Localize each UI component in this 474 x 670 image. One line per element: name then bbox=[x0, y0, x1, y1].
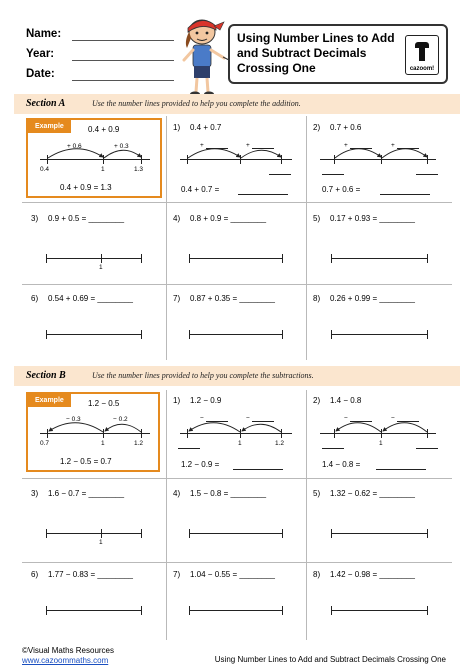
a-q6-number: 6) bbox=[31, 294, 39, 303]
example-b-question: 1.2 − 0.5 bbox=[88, 399, 120, 408]
a-q6-question: 0.54 + 0.69 = ________ bbox=[48, 294, 133, 303]
b-q2-answer-label: 1.4 − 0.8 = bbox=[322, 460, 361, 469]
b-q4-question: 1.5 − 0.8 = ________ bbox=[190, 489, 267, 498]
a-q7-number: 7) bbox=[173, 294, 181, 303]
a-q1-step2-label: + bbox=[246, 142, 250, 149]
b-q3-tick-label: 1 bbox=[99, 539, 103, 546]
section-a-instruction: Use the number lines provided to help you complete the addition. bbox=[92, 99, 301, 108]
section-a-title: Section A bbox=[26, 98, 66, 109]
b-q7-question: 1.04 − 0.55 = ________ bbox=[190, 570, 275, 579]
arc bbox=[336, 423, 381, 432]
worksheet-title: Using Number Lines to Add and Subtract Decimals Crossing One bbox=[237, 31, 395, 75]
arc bbox=[105, 424, 141, 432]
b-q3-question: 1.6 − 0.7 = ________ bbox=[48, 489, 125, 498]
example-a-step2: + 0.3 bbox=[114, 143, 129, 150]
arc bbox=[188, 149, 240, 158]
example-b-label-end: 1.2 bbox=[134, 440, 144, 447]
a-q1-question: 0.4 + 0.7 bbox=[190, 123, 222, 132]
arc bbox=[104, 150, 141, 158]
b-q1-question: 1.2 − 0.9 bbox=[190, 396, 222, 405]
b-q8-number: 8) bbox=[313, 570, 321, 579]
example-a-label-mid: 1 bbox=[101, 166, 105, 173]
a-q3-question: 0.9 + 0.5 = ________ bbox=[48, 214, 125, 223]
example-b-step2: − 0.2 bbox=[113, 416, 128, 423]
a-q2-answer-label: 0.7 + 0.6 = bbox=[322, 185, 361, 194]
footer-website-link[interactable]: www.cazoommaths.com bbox=[22, 656, 109, 665]
b-q7-number: 7) bbox=[173, 570, 181, 579]
b-q8-question: 1.42 − 0.98 = ________ bbox=[330, 570, 415, 579]
example-a-step1: + 0.6 bbox=[67, 143, 82, 150]
a-q2-question: 0.7 + 0.6 bbox=[330, 123, 362, 132]
example-a-answer: 0.4 + 0.9 = 1.3 bbox=[60, 183, 112, 192]
arc bbox=[383, 423, 427, 432]
example-badge: Example bbox=[28, 394, 71, 407]
example-a-question: 0.4 + 0.9 bbox=[88, 125, 120, 134]
a-q1-number: 1) bbox=[173, 123, 181, 132]
b-q6-number: 6) bbox=[31, 570, 39, 579]
b-q2-mid-label: 1 bbox=[379, 440, 383, 447]
logo-text: cazoom! bbox=[409, 66, 435, 72]
b-q3-number: 3) bbox=[31, 489, 39, 498]
a-q2-step1-label: + bbox=[344, 142, 348, 149]
arc bbox=[48, 149, 103, 158]
b-q5-number: 5) bbox=[313, 489, 321, 498]
b-q1-answer-label: 1.2 − 0.9 = bbox=[181, 460, 220, 469]
a-q3-tick-label: 1 bbox=[99, 264, 103, 271]
example-b-label-start: 0.7 bbox=[40, 440, 50, 447]
b-q2-step2-label: − bbox=[391, 415, 395, 422]
a-q7-question: 0.87 + 0.35 = ________ bbox=[190, 294, 275, 303]
a-q5-question: 0.17 + 0.93 = ________ bbox=[330, 214, 415, 223]
footer-copyright: ©Visual Maths Resources bbox=[22, 646, 115, 655]
example-b-step1: − 0.3 bbox=[66, 416, 81, 423]
b-q4-number: 4) bbox=[173, 489, 181, 498]
section-b-instruction: Use the number lines provided to help you complete the subtractions. bbox=[92, 371, 314, 380]
a-q4-number: 4) bbox=[173, 214, 181, 223]
b-q2-step1-label: − bbox=[344, 415, 348, 422]
a-q1-step1-label: + bbox=[200, 142, 204, 149]
section-b-title: Section B bbox=[26, 370, 66, 381]
b-q2-question: 1.4 − 0.8 bbox=[330, 396, 362, 405]
arc bbox=[49, 423, 103, 432]
a-q8-number: 8) bbox=[313, 294, 321, 303]
b-q1-step1-label: − bbox=[200, 415, 204, 422]
b-q2-number: 2) bbox=[313, 396, 321, 405]
b-q1-number: 1) bbox=[173, 396, 181, 405]
b-q1-step2-label: − bbox=[246, 415, 250, 422]
a-q2-step2-label: + bbox=[391, 142, 395, 149]
example-a-label-start: 0.4 bbox=[40, 166, 50, 173]
b-q6-question: 1.77 − 0.83 = ________ bbox=[48, 570, 133, 579]
arc bbox=[241, 150, 281, 158]
b-q1-mid-label: 1 bbox=[238, 440, 242, 447]
b-q1-end-label: 1.2 bbox=[275, 440, 285, 447]
arc bbox=[189, 423, 240, 432]
a-q4-question: 0.8 + 0.9 = ________ bbox=[190, 214, 267, 223]
example-b-label-mid: 1 bbox=[101, 440, 105, 447]
name-label: Name: bbox=[26, 28, 62, 40]
a-q8-question: 0.26 + 0.99 = ________ bbox=[330, 294, 415, 303]
a-q5-number: 5) bbox=[313, 214, 321, 223]
b-q5-question: 1.32 − 0.62 = ________ bbox=[330, 489, 415, 498]
footer-worksheet-title: Using Number Lines to Add and Subtract Decimals Crossing One bbox=[214, 655, 446, 664]
arc bbox=[242, 424, 281, 432]
arc bbox=[382, 149, 427, 158]
arc bbox=[335, 149, 381, 158]
example-badge: Example bbox=[28, 120, 71, 133]
year-label: Year: bbox=[26, 48, 55, 60]
date-label: Date: bbox=[26, 68, 55, 80]
example-a-label-end: 1.3 bbox=[134, 166, 144, 173]
example-b-answer: 1.2 − 0.5 = 0.7 bbox=[60, 457, 112, 466]
a-q3-number: 3) bbox=[31, 214, 39, 223]
a-q2-number: 2) bbox=[313, 123, 321, 132]
a-q1-answer-label: 0.4 + 0.7 = bbox=[181, 185, 220, 194]
